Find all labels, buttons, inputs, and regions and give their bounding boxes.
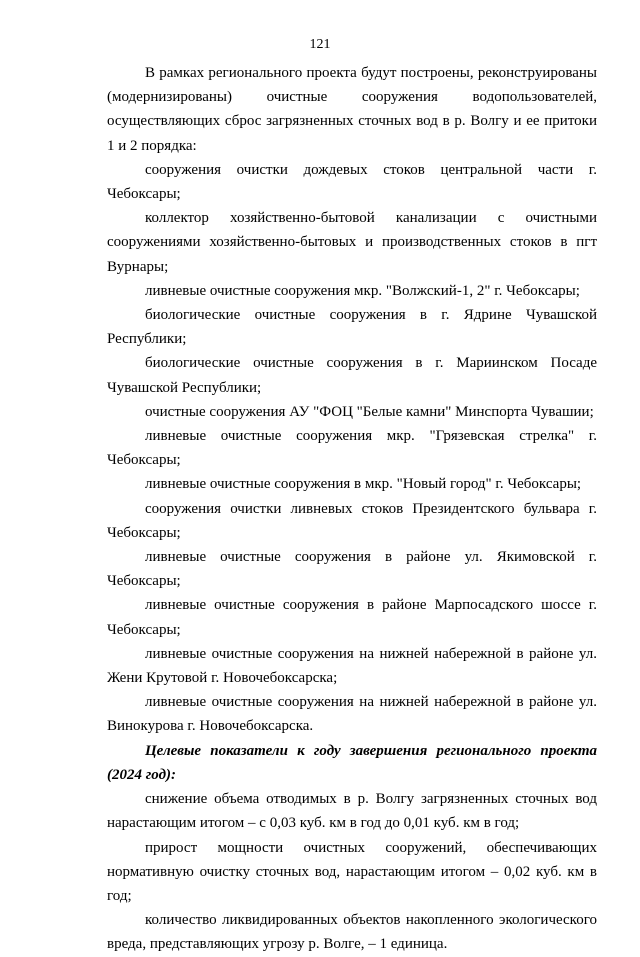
list-item: ливневые очистные сооружения на нижней набережной в районе ул. Жени Крутовой г. Новочебоксарска; (107, 645, 597, 687)
page-number: 121 (309, 37, 331, 52)
list-item: ливневые очистные сооружения на нижней набережной в районе ул. Винокурова г. Новочебоксарска. (107, 694, 597, 735)
list-item: очистные сооружения АУ "ФОЦ "Белые камни" Минспорта Чувашии; (145, 403, 594, 420)
list-item: ливневые очистные сооружения в районе ул. Якимовской г. Чебоксары; (107, 549, 597, 590)
list-item: ливневые очистные сооружения в мкр. "Новый город" г. Чебоксары; (145, 476, 582, 493)
list-item: ливневые очистные сооружения мкр. "Грязевская стрелка" г. Чебоксары; (107, 428, 597, 469)
section-heading: Целевые показатели к году завершения регионального проекта (2024 год): (107, 742, 597, 783)
list-item: сооружения очистки ливневых стоков Президентского бульвара г. Чебоксары; (107, 500, 597, 541)
list-item: ливневые очистные сооружения в районе Марпосадского шоссе г. Чебоксары; (107, 597, 597, 638)
document-body (107, 61, 597, 957)
list-item: биологические очистные сооружения в г. Мариинском Посаде Чувашской Республики; (107, 355, 597, 396)
paragraph: В рамках регионального проекта будут построены, реконструированы (модернизированы) очистные сооружения водопользователей, осуществляющих сброс загрязненных сточных вод в р. Волгу и ее притоки 1 и 2 порядка: (107, 65, 597, 154)
list-item: биологические очистные сооружения в г. Ядрине Чувашской Республики; (107, 307, 597, 348)
list-item: сооружения очистки дождевых стоков центральной части г. Чебоксары; (107, 161, 597, 203)
list-item: коллектор хозяйственно-бытовой канализации с очистными сооружениями хозяйственно-бытовых и производственных стоков в пгт Вурнары; (107, 210, 597, 275)
target-indicator: количество ликвидированных объектов накопленного экологического вреда, представляющих угрозу р. Волге, – 1 единица. (107, 912, 597, 953)
target-indicator: прирост мощности очистных сооружений, обеспечивающих нормативную очистку сточных вод, нарастающим итогом – 0,02 куб. км в год; (107, 839, 597, 904)
list-item: ливневые очистные сооружения мкр. "Волжский-1, 2" г. Чебоксары; (145, 282, 580, 299)
target-indicator: снижение объема отводимых в р. Волгу загрязненных сточных вод нарастающим итогом – с 0,03 куб. км в год до 0,01 куб. км в год; (107, 791, 597, 832)
